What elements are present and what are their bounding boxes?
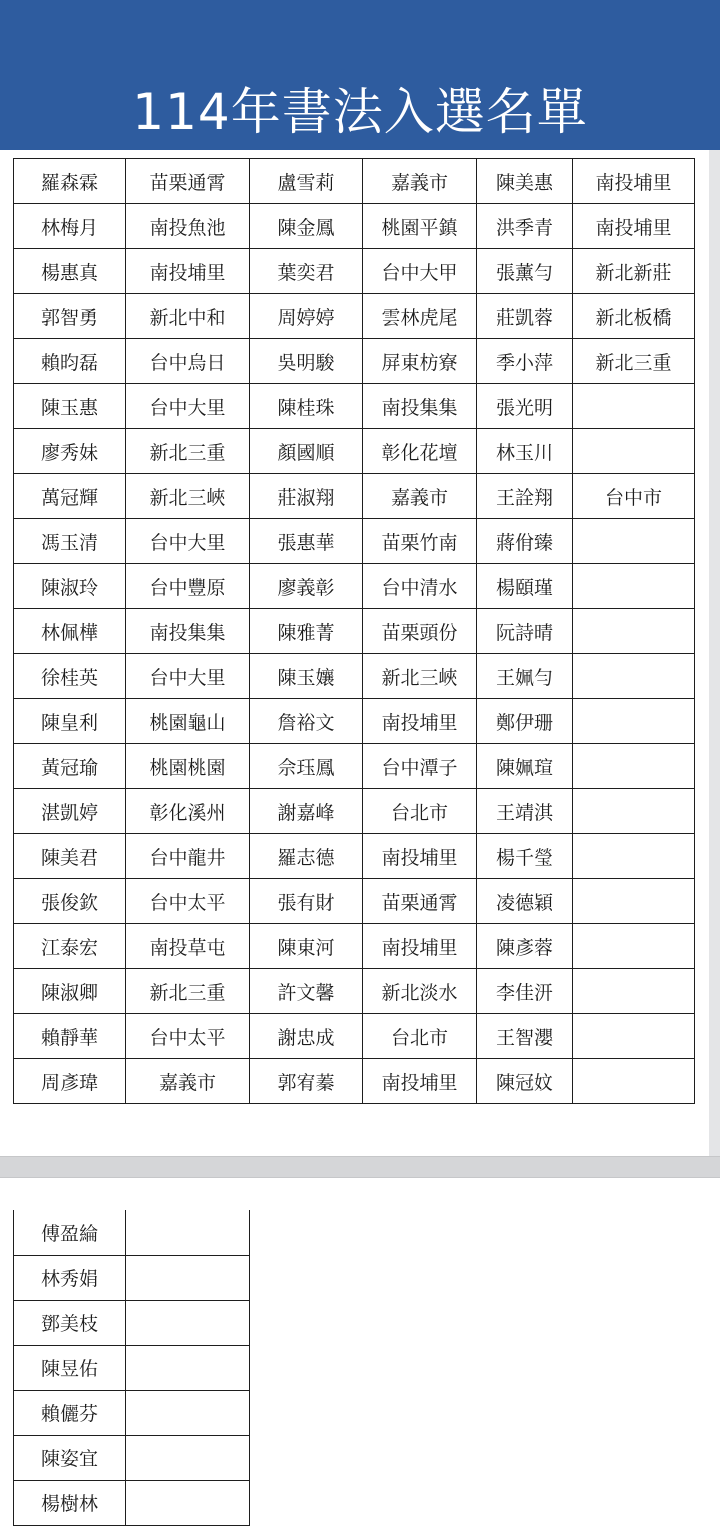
table-row: [14, 969, 695, 1014]
location-cell: [573, 969, 695, 1014]
table-row: [14, 249, 695, 294]
location-cell: 台中大甲: [363, 249, 477, 294]
winner-name-cell: 林秀娟: [14, 1255, 126, 1300]
location-cell: 南投草屯: [126, 924, 250, 969]
table-row: [14, 744, 695, 789]
location-cell: 苗栗竹南: [363, 519, 477, 564]
location-cell: [573, 609, 695, 654]
table-row: [14, 879, 695, 924]
winner-name-cell: 王靖淇: [477, 789, 573, 834]
winner-name-cell: 張薰勻: [477, 249, 573, 294]
table-row: [14, 204, 695, 249]
table-row: [14, 1480, 250, 1525]
table-row: [14, 519, 695, 564]
winner-name-cell: 廖秀妹: [14, 429, 126, 474]
selection-roster-table-continued: [13, 1210, 250, 1526]
winner-name-cell: 陳冠妏: [477, 1059, 573, 1104]
location-cell: [126, 1255, 250, 1300]
winner-name-cell: 江泰宏: [14, 924, 126, 969]
winner-name-cell: 張光明: [477, 384, 573, 429]
winner-name-cell: 林梅月: [14, 204, 126, 249]
location-cell: [573, 699, 695, 744]
location-cell: [573, 384, 695, 429]
winner-name-cell: 莊凱蓉: [477, 294, 573, 339]
table-row: [14, 789, 695, 834]
winner-name-cell: 蔣佾臻: [477, 519, 573, 564]
location-cell: 台中太平: [126, 1014, 250, 1059]
location-cell: 彰化溪州: [126, 789, 250, 834]
table-row: [14, 1435, 250, 1480]
location-cell: 彰化花壇: [363, 429, 477, 474]
winner-name-cell: 盧雪莉: [250, 159, 363, 204]
winner-name-cell: 楊千瑩: [477, 834, 573, 879]
location-cell: 台北市: [363, 1014, 477, 1059]
table-row: [14, 1390, 250, 1435]
winner-name-cell: 陳淑卿: [14, 969, 126, 1014]
location-cell: [573, 1014, 695, 1059]
location-cell: [573, 429, 695, 474]
winner-name-cell: 陳桂珠: [250, 384, 363, 429]
location-cell: 台中大里: [126, 654, 250, 699]
location-cell: 嘉義市: [363, 159, 477, 204]
location-cell: 台中市: [573, 474, 695, 519]
location-cell: 嘉義市: [363, 474, 477, 519]
location-cell: 台中豐原: [126, 564, 250, 609]
winner-name-cell: 馮玉清: [14, 519, 126, 564]
winner-name-cell: 佘珏鳳: [250, 744, 363, 789]
winner-name-cell: 周彥瑋: [14, 1059, 126, 1104]
location-cell: 南投埔里: [363, 834, 477, 879]
winner-name-cell: 凌德穎: [477, 879, 573, 924]
location-cell: 屏東枋寮: [363, 339, 477, 384]
location-cell: [126, 1390, 250, 1435]
winner-name-cell: 萬冠輝: [14, 474, 126, 519]
winner-name-cell: 謝嘉峰: [250, 789, 363, 834]
winner-name-cell: 林玉川: [477, 429, 573, 474]
location-cell: [126, 1300, 250, 1345]
location-cell: [573, 654, 695, 699]
location-cell: 苗栗通霄: [363, 879, 477, 924]
location-cell: [573, 834, 695, 879]
location-cell: 南投埔里: [573, 159, 695, 204]
location-cell: [573, 1059, 695, 1104]
winner-name-cell: 許文馨: [250, 969, 363, 1014]
location-cell: 台北市: [363, 789, 477, 834]
winner-name-cell: 李佳汧: [477, 969, 573, 1014]
location-cell: [573, 879, 695, 924]
winner-name-cell: 鄧美枝: [14, 1300, 126, 1345]
table-row: [14, 1300, 250, 1345]
table-row: [14, 1345, 250, 1390]
winner-name-cell: 周婷婷: [250, 294, 363, 339]
winner-name-cell: 張惠華: [250, 519, 363, 564]
location-cell: 桃園平鎮: [363, 204, 477, 249]
winner-name-cell: 張俊欽: [14, 879, 126, 924]
location-cell: 南投埔里: [363, 1059, 477, 1104]
location-cell: 南投埔里: [363, 699, 477, 744]
location-cell: 台中大里: [126, 384, 250, 429]
winner-name-cell: 陳皇利: [14, 699, 126, 744]
winner-name-cell: 陳姿宜: [14, 1435, 126, 1480]
table-row: [14, 294, 695, 339]
location-cell: 新北淡水: [363, 969, 477, 1014]
winner-name-cell: 陳淑玲: [14, 564, 126, 609]
winner-name-cell: 徐桂英: [14, 654, 126, 699]
location-cell: 桃園桃園: [126, 744, 250, 789]
location-cell: 南投埔里: [126, 249, 250, 294]
winner-name-cell: 林佩樺: [14, 609, 126, 654]
winner-name-cell: 楊樹林: [14, 1480, 126, 1525]
location-cell: 南投埔里: [363, 924, 477, 969]
location-cell: [573, 744, 695, 789]
table-row: [14, 609, 695, 654]
table-row: [14, 1210, 250, 1255]
winner-name-cell: 陳雅菁: [250, 609, 363, 654]
table-row: [14, 1059, 695, 1104]
location-cell: 南投魚池: [126, 204, 250, 249]
table-row: [14, 699, 695, 744]
location-cell: 新北三重: [126, 969, 250, 1014]
winner-name-cell: 詹裕文: [250, 699, 363, 744]
winner-name-cell: 楊惠真: [14, 249, 126, 294]
winner-name-cell: 鄭伊珊: [477, 699, 573, 744]
location-cell: 台中潭子: [363, 744, 477, 789]
winner-name-cell: 陳姵瑄: [477, 744, 573, 789]
winner-name-cell: 王詮翔: [477, 474, 573, 519]
location-cell: 新北板橋: [573, 294, 695, 339]
winner-name-cell: 賴昀磊: [14, 339, 126, 384]
title-banner: [0, 0, 720, 150]
winner-name-cell: 湛凱婷: [14, 789, 126, 834]
winner-name-cell: 王智瀴: [477, 1014, 573, 1059]
location-cell: 新北三峽: [363, 654, 477, 699]
location-cell: 新北新莊: [573, 249, 695, 294]
location-cell: [573, 789, 695, 834]
page-break: [0, 1156, 720, 1178]
winner-name-cell: 吳明駿: [250, 339, 363, 384]
winner-name-cell: 陳玉惠: [14, 384, 126, 429]
winner-name-cell: 陳昱佑: [14, 1345, 126, 1390]
location-cell: [573, 519, 695, 564]
winner-name-cell: 楊頤瑾: [477, 564, 573, 609]
winner-name-cell: 陳金鳳: [250, 204, 363, 249]
location-cell: 南投集集: [363, 384, 477, 429]
winner-name-cell: 洪季青: [477, 204, 573, 249]
winner-name-cell: 郭宥蓁: [250, 1059, 363, 1104]
winner-name-cell: 陳彥蓉: [477, 924, 573, 969]
location-cell: 台中大里: [126, 519, 250, 564]
location-cell: 苗栗通霄: [126, 159, 250, 204]
winner-name-cell: 陳美惠: [477, 159, 573, 204]
location-cell: [126, 1435, 250, 1480]
winner-name-cell: 王姵勻: [477, 654, 573, 699]
winner-name-cell: 陳東河: [250, 924, 363, 969]
location-cell: 台中龍井: [126, 834, 250, 879]
winner-name-cell: 賴靜華: [14, 1014, 126, 1059]
winner-name-cell: 廖義彰: [250, 564, 363, 609]
winner-name-cell: 傅盈綸: [14, 1210, 126, 1255]
winner-name-cell: 莊淑翔: [250, 474, 363, 519]
page-1-edge: [709, 150, 720, 1156]
winner-name-cell: 張有財: [250, 879, 363, 924]
winner-name-cell: 陳玉孃: [250, 654, 363, 699]
table-row: [14, 1255, 250, 1300]
selection-roster-table: [13, 158, 695, 1104]
table-row: [14, 924, 695, 969]
table-row: [14, 384, 695, 429]
table-row: [14, 1014, 695, 1059]
winner-name-cell: 賴儷芬: [14, 1390, 126, 1435]
winner-name-cell: 阮詩晴: [477, 609, 573, 654]
table-row: [14, 429, 695, 474]
table-row: [14, 834, 695, 879]
winner-name-cell: 黃冠瑜: [14, 744, 126, 789]
location-cell: 雲林虎尾: [363, 294, 477, 339]
table-row: [14, 654, 695, 699]
winner-name-cell: 羅森霖: [14, 159, 126, 204]
winner-name-cell: 季小萍: [477, 339, 573, 384]
location-cell: 台中太平: [126, 879, 250, 924]
location-cell: 新北三峽: [126, 474, 250, 519]
location-cell: 南投埔里: [573, 204, 695, 249]
location-cell: 苗栗頭份: [363, 609, 477, 654]
table-row: [14, 159, 695, 204]
location-cell: 新北三重: [573, 339, 695, 384]
winner-name-cell: 謝忠成: [250, 1014, 363, 1059]
location-cell: [573, 564, 695, 609]
location-cell: 台中烏日: [126, 339, 250, 384]
location-cell: [573, 924, 695, 969]
winner-name-cell: 羅志德: [250, 834, 363, 879]
winner-name-cell: 葉奕君: [250, 249, 363, 294]
location-cell: 南投集集: [126, 609, 250, 654]
winner-name-cell: 陳美君: [14, 834, 126, 879]
winner-name-cell: 顏國順: [250, 429, 363, 474]
location-cell: [126, 1210, 250, 1255]
location-cell: [126, 1345, 250, 1390]
table-row: [14, 339, 695, 384]
table-row: [14, 564, 695, 609]
location-cell: [126, 1480, 250, 1525]
location-cell: 新北三重: [126, 429, 250, 474]
winner-name-cell: 郭智勇: [14, 294, 126, 339]
location-cell: 台中清水: [363, 564, 477, 609]
location-cell: 嘉義市: [126, 1059, 250, 1104]
location-cell: 桃園龜山: [126, 699, 250, 744]
table-row: [14, 474, 695, 519]
location-cell: 新北中和: [126, 294, 250, 339]
page-title: 114年書法入選名單: [132, 83, 588, 141]
